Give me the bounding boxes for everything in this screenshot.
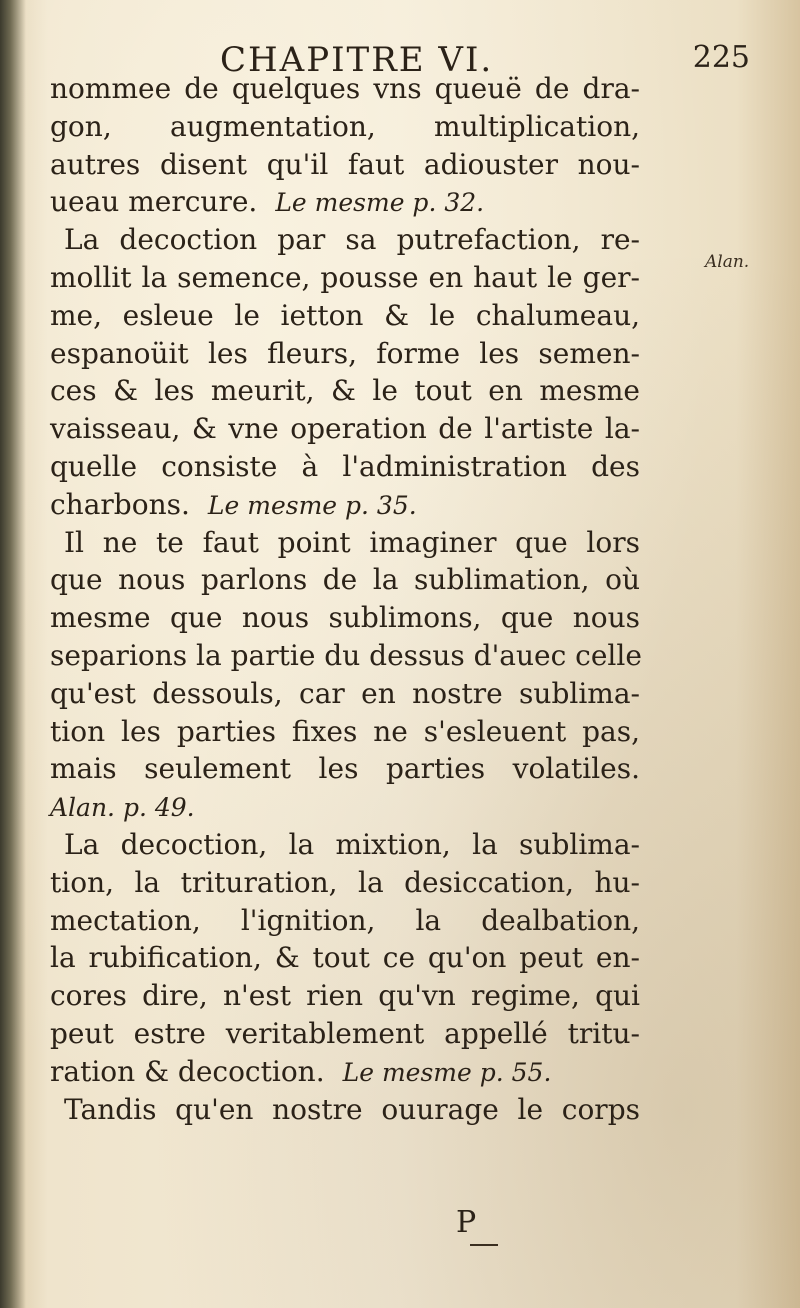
text-line: que nous parlons de la sublimation, où: [50, 563, 640, 597]
page-number: 225: [692, 40, 750, 75]
text-line-content: charbons.: [50, 487, 190, 521]
text-line: La decoction par sa putrefaction, re-: [64, 223, 640, 257]
text-line: espanoüit les fleurs, forme les semen-: [50, 336, 640, 370]
text-line: autres disent qu'il faut adiouster nou-: [50, 147, 640, 181]
signature-mark: P: [456, 1205, 477, 1240]
text-line: separions la partie du dessus d'auec celle: [50, 638, 642, 672]
text-line: tion les parties fixes ne s'esleuent pas,: [50, 714, 640, 748]
text-line: mollit la semence, pousse en haut le ger-: [50, 260, 640, 294]
text-line: cores dire, n'est rien qu'vn regime, qui: [50, 979, 640, 1013]
text-line: la rubification, & tout ce qu'on peut en-: [50, 941, 640, 975]
text-line: [50, 788, 640, 826]
running-title: CHAPITRE VI.: [220, 40, 494, 80]
text-line: me, esleue le ietton & le chalumeau,: [50, 298, 640, 332]
text-line: Tandis qu'en nostre ouurage le corps: [64, 1092, 640, 1126]
text-line: mais seulement les parties volatiles.: [50, 752, 640, 786]
text-line: [50, 486, 640, 524]
text-line-content: ration & decoction.: [50, 1054, 325, 1088]
binding-gutter: [0, 0, 26, 1308]
text-line: vaisseau, & vne operation de l'artiste la-: [50, 412, 640, 446]
text-line: [50, 183, 640, 221]
text-line: tion, la trituration, la desiccation, hu-: [50, 865, 640, 899]
text-line: qu'est dessouls, car en nostre sublima-: [50, 676, 640, 710]
signature-rule: [470, 1244, 498, 1246]
text-line: peut estre veritablement appellé tritu-: [50, 1016, 640, 1050]
reference: Le mesme p. 55.: [342, 1057, 552, 1087]
reference: Le mesme p. 32.: [275, 188, 485, 218]
reference: Alan. p. 49.: [50, 793, 195, 823]
text-line: Il ne te faut point imaginer que lors: [64, 525, 640, 559]
text-line: nommee de quelques vns queuë de dra-: [50, 72, 640, 105]
body-text: [50, 70, 640, 1128]
text-line: gon, augmentation, multiplication,: [50, 109, 640, 143]
text-line: mectation, l'ignition, la dealbation,: [50, 903, 640, 937]
text-line: La decoction, la mixtion, la sublima-: [64, 827, 640, 861]
text-line-content: ueau mercure.: [50, 185, 258, 219]
text-line: mesme que nous sublimons, que nous: [50, 601, 640, 635]
text-line: [50, 1053, 640, 1091]
reference: Le mesme p. 35.: [207, 490, 417, 520]
margin-note: Alan.: [705, 252, 750, 272]
text-line: quelle consiste à l'administration des: [50, 449, 640, 483]
text-line: ces & les meurit, & le tout en mesme: [50, 374, 640, 408]
